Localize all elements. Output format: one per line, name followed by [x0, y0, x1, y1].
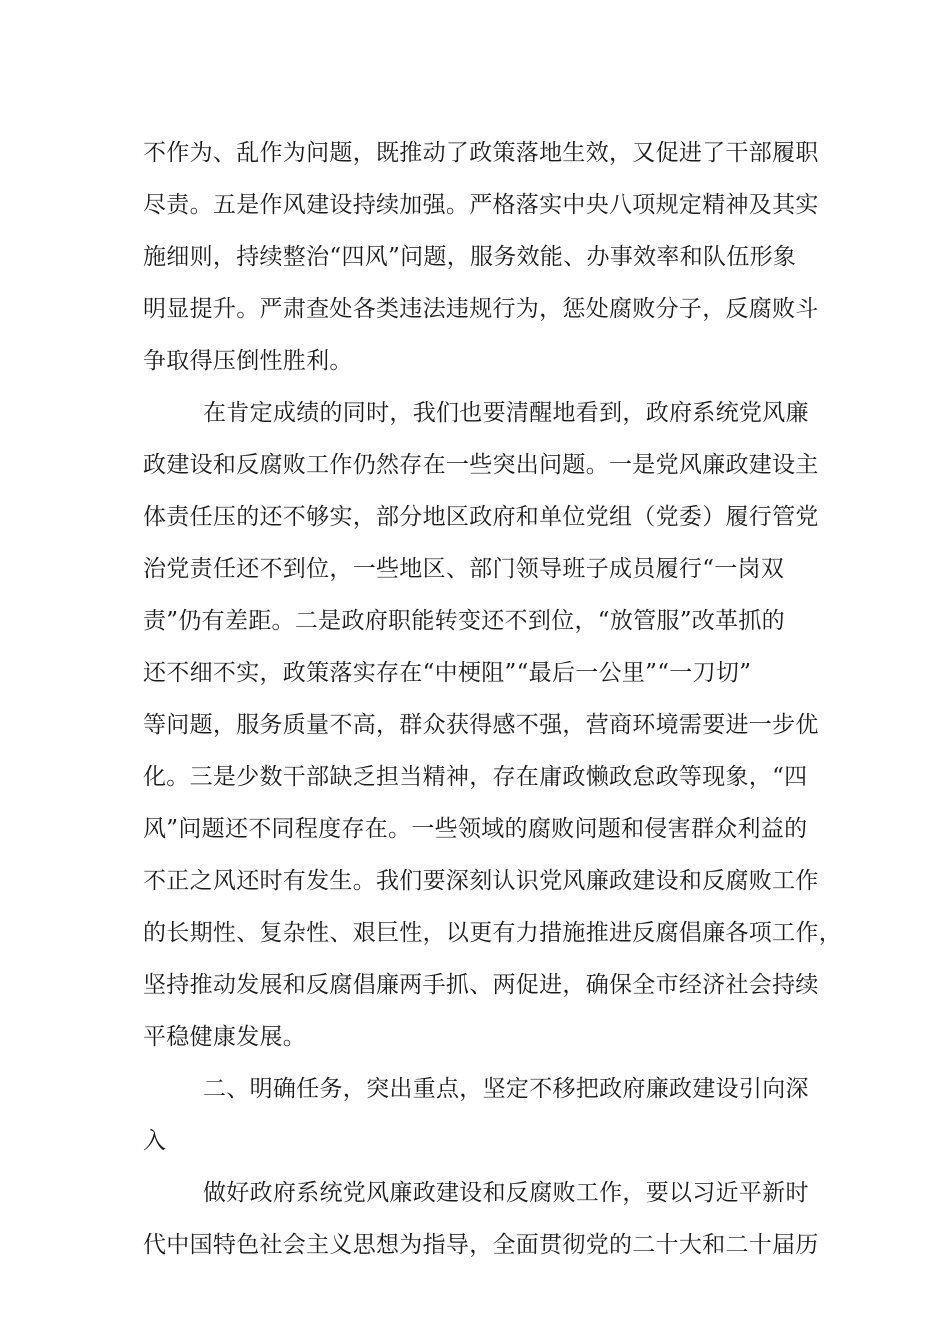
text-line: 政建设和反腐败工作仍然存在一些突出问题。一是党风廉政建设主 [143, 452, 819, 478]
text-line: 不正之风还时有发生。我们要深刻认识党风廉政建设和反腐败工作 [143, 868, 819, 894]
text-line: 责”仍有差距。二是政府职能转变还不到位，“放管服”改革抓的 [143, 608, 785, 634]
text-line: 争取得压倒性胜利。 [143, 348, 353, 374]
text-line: 体责任压的还不够实，部分地区政府和单位党组（党委）履行管党 [143, 504, 819, 530]
text-line: 施细则，持续整治“四风”问题，服务效能、办事效率和队伍形象 [143, 244, 797, 270]
text-line: 平稳健康发展。 [143, 1024, 307, 1050]
text-line: 的长期性、复杂性、艰巨性，以更有力措施推进反腐倡廉各项工作， [143, 920, 842, 946]
text-line: 代中国特色社会主义思想为指导，全面贯彻党的二十大和二十届历 [143, 1232, 819, 1258]
text-line: 尽责。五是作风建设持续加强。严格落实中央八项规定精神及其实 [143, 192, 819, 218]
text-line: 明显提升。严肃查处各类违法违规行为，惩处腐败分子，反腐败斗 [143, 296, 819, 322]
text-line: 治党责任还不到位，一些地区、部门领导班子成员履行“一岗双 [143, 556, 785, 582]
text-line: 在肯定成绩的同时，我们也要清醒地看到，政府系统党风廉 [203, 400, 809, 426]
text-line: 做好政府系统党风廉政建设和反腐败工作，要以习近平新时 [203, 1180, 809, 1206]
text-line: 等问题，服务质量不高，群众获得感不强，营商环境需要进一步优 [143, 712, 819, 738]
text-line: 化。三是少数干部缺乏担当精神，存在庸政懒政怠政等现象，“四 [143, 764, 808, 790]
text-line: 不作为、乱作为问题，既推动了政策落地生效，又促进了干部履职 [143, 140, 819, 166]
section-heading-line: 二、明确任务，突出重点，坚定不移把政府廉政建设引向深 [203, 1076, 809, 1102]
text-line: 风”问题还不同程度存在。一些领域的腐败问题和侵害群众利益的 [143, 816, 808, 842]
text-line: 还不细不实，政策落实存在“中梗阻”“最后一公里”“一刀切” [143, 660, 752, 686]
text-line: 坚持推动发展和反腐倡廉两手抓、两促进，确保全市经济社会持续 [143, 972, 819, 998]
section-heading-line: 入 [143, 1128, 167, 1154]
